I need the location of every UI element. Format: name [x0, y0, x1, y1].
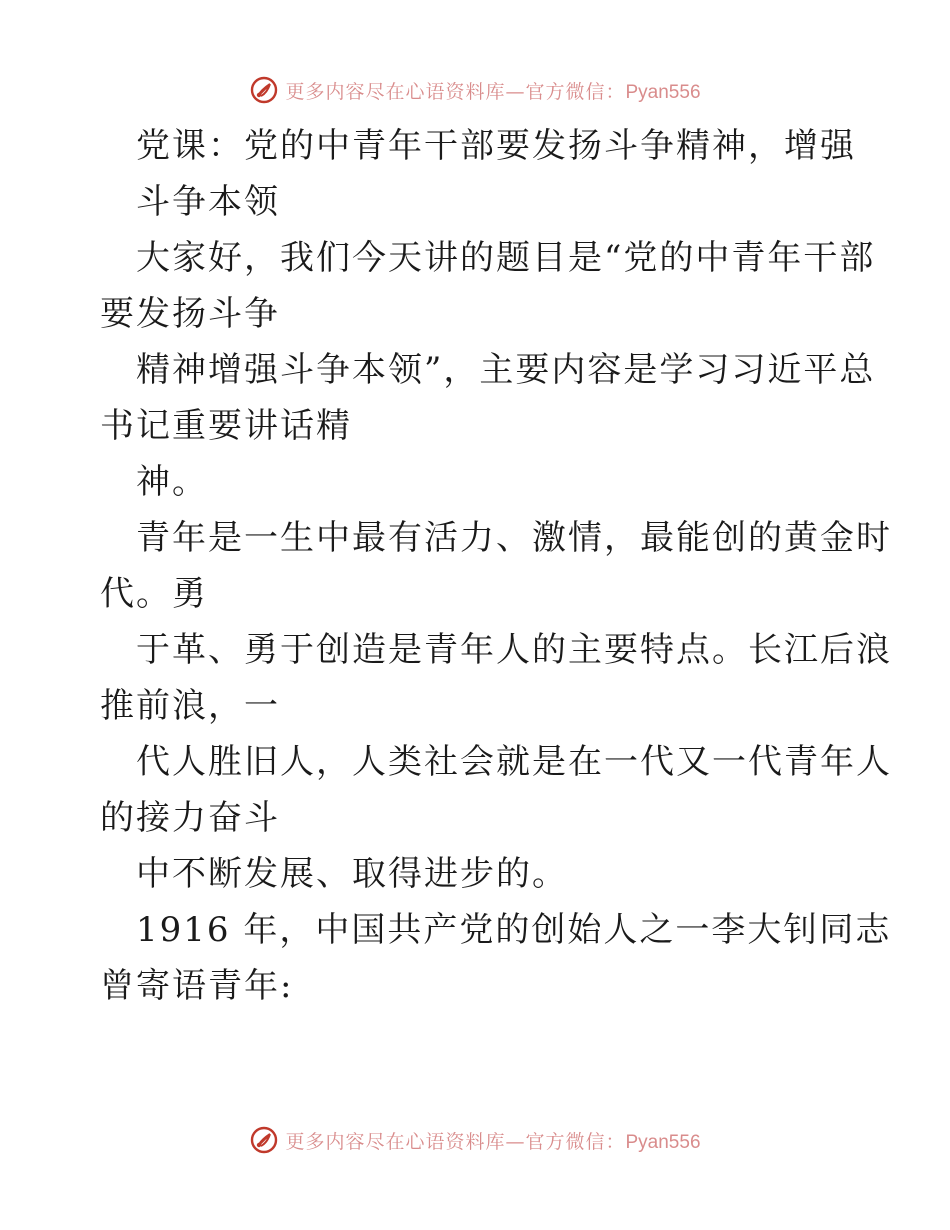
text-line: 精神增强斗争本领”，主要内容是学习习近平总 [136, 350, 876, 390]
quill-logo-icon [249, 1125, 279, 1155]
watermark-text: 更多内容尽在心语资料库—官方微信：Pyan556 [285, 80, 701, 103]
text-line: 推前浪，一 [100, 686, 280, 726]
text-line: 中不断发展、取得进步的。 [136, 854, 568, 894]
text-line: 代。勇 [100, 574, 208, 614]
text-line: 于革、勇于创造是青年人的主要特点。长江后浪 [136, 630, 892, 670]
text-line: 曾寄语青年: [100, 966, 294, 1006]
footer-watermark [0, 1120, 950, 1160]
text-line: 代人胜旧人，人类社会就是在一代又一代青年人 [136, 742, 892, 782]
text-line: 党课：党的中青年干部要发扬斗争精神，增强 [136, 126, 856, 166]
quill-logo-icon [249, 75, 279, 105]
text-line: 大家好，我们今天讲的题目是“党的中青年干部 [136, 238, 876, 278]
text-line: 的接力奋斗 [100, 798, 280, 838]
text-line: 神。 [136, 462, 208, 502]
text-line: 青年是一生中最有活力、激情，最能创的黄金时 [136, 518, 892, 558]
document-body [100, 118, 892, 1014]
text-line: 要发扬斗争 [100, 294, 280, 334]
watermark-text: 更多内容尽在心语资料库—官方微信：Pyan556 [285, 1130, 701, 1153]
text-line: 书记重要讲话精 [100, 406, 352, 446]
header-watermark [0, 70, 950, 110]
text-line: 斗争本领 [136, 182, 280, 222]
text-line: 1916 年，中国共产党的创始人之一李大钊同志 [136, 910, 892, 950]
